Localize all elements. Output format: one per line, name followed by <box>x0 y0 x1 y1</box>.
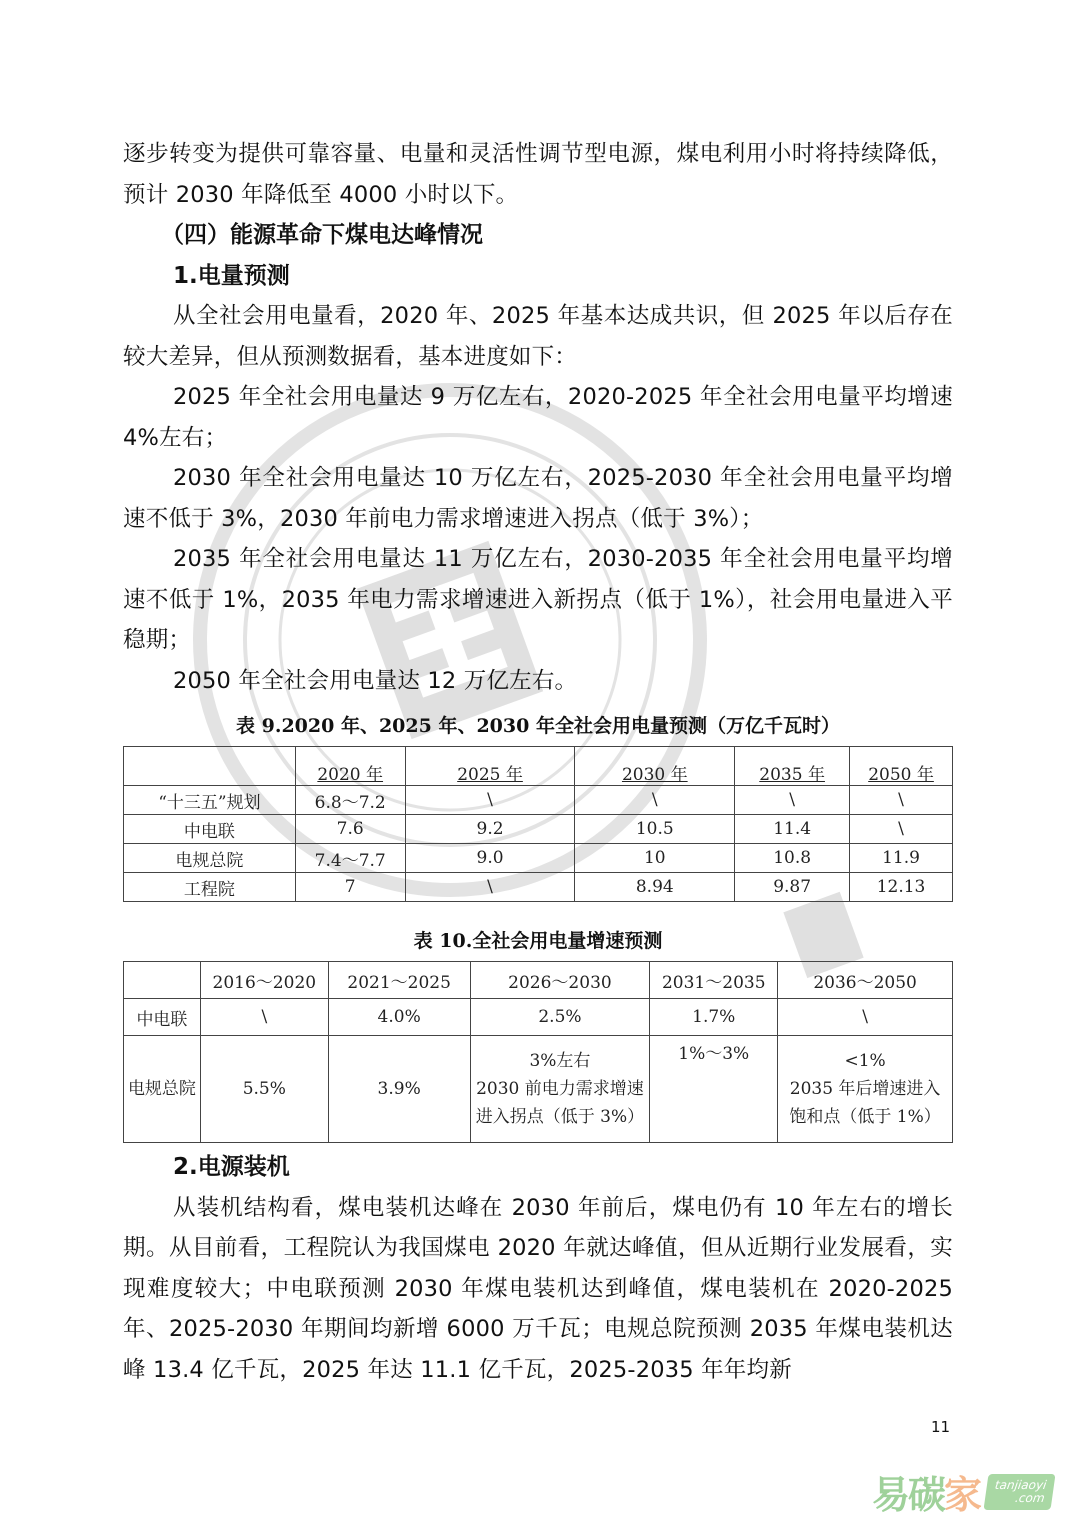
paragraph: 2050 年全社会用电量达 12 万亿左右。 <box>173 667 578 694</box>
table-cell: 4.0% <box>328 999 470 1036</box>
table-cell: 10 <box>575 844 735 873</box>
header-cell <box>124 747 296 786</box>
table-row <box>124 999 953 1036</box>
table-cell: 9.0 <box>405 844 575 873</box>
logo-badge: tanjiaoyi .com <box>984 1474 1057 1510</box>
header-cell: 2035 年 <box>735 747 850 786</box>
page-number: 11 <box>931 1418 951 1436</box>
section-heading: （四）能源革命下煤电达峰情况 <box>161 222 483 248</box>
table-cell <box>470 1036 650 1143</box>
cell-line: 3%左右 <box>529 1051 591 1071</box>
subsection-heading: 1.电量预测 <box>173 262 290 289</box>
table-cell: \ <box>850 815 953 844</box>
row-label: “十三五”规划 <box>124 786 296 815</box>
table-cell: \ <box>200 999 328 1036</box>
table-cell: 1.7% <box>650 999 778 1036</box>
cell-line: 进入拐点（低于 3%） <box>475 1107 645 1127</box>
growth-rate-table <box>123 961 953 1143</box>
table-header-row <box>124 747 953 786</box>
row-label: 中电联 <box>124 999 201 1036</box>
row-label: 工程院 <box>124 873 296 902</box>
table-cell: 11.4 <box>735 815 850 844</box>
table-cell: 10.5 <box>575 815 735 844</box>
paragraph: 逐步转变为提供可靠容量、电量和灵活性调节型电源，煤电利用小时将持续降低，预计 2030 年降低至 4000 小时以下。 <box>123 141 953 208</box>
header-cell: 2050 年 <box>850 747 953 786</box>
table-header-row <box>124 962 953 999</box>
table-cell: 11.9 <box>850 844 953 873</box>
row-label: 中电联 <box>124 815 296 844</box>
header-cell: 2036～2050 <box>778 962 953 999</box>
table-cell: \ <box>575 786 735 815</box>
table-cell: 12.13 <box>850 873 953 902</box>
row-label: 电规总院 <box>124 1036 201 1143</box>
table-cell: \ <box>405 786 575 815</box>
table-cell: 5.5% <box>200 1036 328 1143</box>
table-row <box>124 815 953 844</box>
header-cell: 2026～2030 <box>470 962 650 999</box>
table-caption: 表 10.全社会用电量增速预测 <box>413 930 663 952</box>
header-cell: 2020 年 <box>295 747 405 786</box>
subsection-heading: 2.电源装机 <box>173 1154 290 1180</box>
table-row <box>124 873 953 902</box>
header-cell: 2030 年 <box>575 747 735 786</box>
table-cell: 3.9% <box>328 1036 470 1143</box>
tanjiaoyi-logo <box>872 1464 1054 1519</box>
table-row <box>124 1036 953 1143</box>
electricity-forecast-table <box>123 746 953 902</box>
table-cell: 7.4～7.7 <box>295 844 405 873</box>
table-cell: 7 <box>295 873 405 902</box>
table-cell: 9.2 <box>405 815 575 844</box>
main-content <box>123 134 953 1390</box>
table-cell: 7.6 <box>295 815 405 844</box>
paragraph: 2025 年全社会用电量达 9 万亿左右，2020-2025 年全社会用电量平均增速 4%左右； <box>123 384 953 451</box>
paragraph: 从全社会用电量看，2020 年、2025 年基本达成共识，但 2025 年以后存在较大差异，但从预测数据看，基本进度如下： <box>123 303 953 370</box>
table-cell: 9.87 <box>735 873 850 902</box>
table-cell: 8.94 <box>575 873 735 902</box>
table-cell: 6.8～7.2 <box>295 786 405 815</box>
paragraph: 2030 年全社会用电量达 10 万亿左右，2025-2030 年全社会用电量平均增速不低于 3%，2030 年前电力需求增速进入拐点（低于 3%）； <box>123 465 953 532</box>
table-cell <box>778 1036 953 1143</box>
table-row <box>124 844 953 873</box>
cell-line: <1% <box>844 1051 886 1071</box>
cell-line: 饱和点（低于 1%） <box>789 1107 941 1127</box>
paragraph: 从装机结构看，煤电装机达峰在 2030 年前后，煤电仍有 10 年左右的增长期。从目前看，工程院认为我国煤电 2020 年就达峰值，但从近期行业发展看，实现难度较大；中电联预测 2030 年煤电装机达到峰值，煤电装机在 2020-2025 年、2025-2030 年期间均新增 6000 万千瓦；电规总院预测 2035 年煤电装机达峰 13.4 亿千瓦，2025 年达 11.1 亿千瓦，2025-2035 年年均新 <box>123 1194 953 1383</box>
table-caption: 表 9.2020 年、2025 年、2030 年全社会用电量预测（万亿千瓦时） <box>236 715 840 737</box>
row-label: 电规总院 <box>124 844 296 873</box>
header-cell: 2021～2025 <box>328 962 470 999</box>
header-cell <box>124 962 201 999</box>
table-cell: \ <box>735 786 850 815</box>
paragraph: 2035 年全社会用电量达 11 万亿左右，2030-2035 年全社会用电量平均增速不低于 1%，2035 年电力需求增速进入新拐点（低于 1%），社会用电量进入平稳期； <box>123 546 953 653</box>
table-row <box>124 786 953 815</box>
cell-line: 2030 前电力需求增速 <box>476 1079 644 1099</box>
table-cell: 10.8 <box>735 844 850 873</box>
table-cell: 2.5% <box>470 999 650 1036</box>
header-cell: 2031～2035 <box>650 962 778 999</box>
header-cell: 2025 年 <box>405 747 575 786</box>
table-cell: \ <box>405 873 575 902</box>
logo-text: 家 <box>944 1473 983 1517</box>
logo-text: 易碳 <box>872 1473 945 1517</box>
cell-line: 2035 年后增速进入 <box>789 1079 941 1099</box>
table-cell: \ <box>850 786 953 815</box>
header-cell: 2016～2020 <box>200 962 328 999</box>
table-cell: 1%～3% <box>650 1036 778 1143</box>
table-cell: \ <box>778 999 953 1036</box>
